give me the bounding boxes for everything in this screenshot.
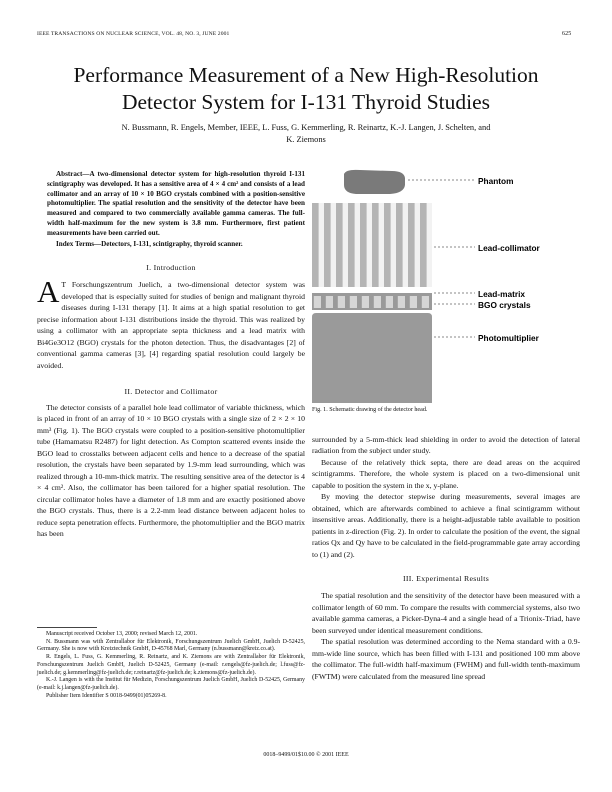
running-header: IEEE TRANSACTIONS ON NUCLEAR SCIENCE, VOL. 48, NO. 3, JUNE 2001 — [37, 31, 230, 37]
bgo-crystal-cell — [386, 296, 393, 308]
bgo-label: BGO crystals — [478, 300, 531, 310]
results-paragraph-1: The spatial resolution and the sensitivity of the detector have been measured with a collimator length of 60 mm. To compare the results with commercial systems, also two available gamma cameras, a Picker-Dyna-4 and a single head of a Trionix-Triad, have been surveyed under identical measurement conditions. — [312, 591, 580, 635]
page-number: 625 — [562, 31, 572, 37]
section-heading-detector: II. Detector and Collimator — [124, 387, 218, 396]
photomultiplier-label: Photomultiplier — [478, 333, 539, 343]
footnote-langen: K.-J. Langen is with the Institut für Medizin, Forschungszentrum Juelich GmbH, Juelich D-52425, Germany (e-mail: k.j.langen@fz-juelich.de). — [37, 677, 305, 691]
footnote-engels: R. Engels, L. Fuss, G. Kemmerling, R. Reinartz, and K. Ziemons are with Zentrallabor für Elektronik, Forschungszentrum Juelich GmbH, Juelich D-52425, Germany (e-mail: r.engels@fz-juelich.de; l.fuss@fz-juelich.de; g.kemmerling@fz-juelich.de; r.reinartz@fz-juelich.de; k.ziemons@fz-juelich.de). — [37, 654, 305, 676]
title-line-2: Detector System for I-131 Thyroid Studies — [121, 90, 491, 114]
footnote-pii: Publisher Item Identifier S 0018-9499(01)05269-8. — [46, 692, 167, 699]
detector-schematic — [312, 165, 580, 410]
authors-line-2: K. Ziemons — [286, 134, 326, 144]
collimator-label: Lead-collimator — [478, 243, 540, 253]
bgo-crystal-cell — [338, 296, 345, 308]
collimator-septum — [408, 203, 415, 287]
collimator-septum — [336, 203, 343, 287]
collimator-septum — [420, 203, 427, 287]
bgo-crystal-cell — [326, 296, 333, 308]
paper-title — [0, 62, 612, 116]
footnote-block — [37, 631, 305, 700]
collimator-septum — [384, 203, 391, 287]
collimator-septum — [324, 203, 331, 287]
lead-collimator — [312, 203, 432, 287]
introduction-body — [37, 274, 305, 371]
collimator-septum — [396, 203, 403, 287]
footnotes — [37, 627, 305, 700]
abstract-text: Abstract—A two-dimensional detector system for high-resolution thyroid I-131 scintigraphy was developed. It has a sensitive area of 4 × 4 cm² and consists of a lead collimator and an array of 10 × 10 BGO crystals combined with a position-sensitive photomultiplier. The spatial resolution and the sensitivity of the detector have been measured and compared to two commercially available gamma cameras. The full-width half-maximum for the new system is 3.8 mm. Furthermore, first patient measurements have been carried out. — [47, 170, 305, 237]
bgo-crystal-cell — [362, 296, 369, 308]
bgo-crystal-cell — [398, 296, 405, 308]
right-paragraph-3: By moving the detector stepwise during measurements, several images are obtained, which are afterwards combined to achieve a final scintigramm without insensitive areas. Additionally, there is a height-adjustable table available to position patients in z-direction (Fig. 2). In order to calculate the position of the event, the signal ratios Qx and Qy have to be calculated in the field-programmable gate array according to (1) and (2). — [312, 492, 580, 559]
bgo-crystal-cell — [410, 296, 417, 308]
lead-matrix — [312, 293, 432, 310]
phantom-shape — [344, 170, 405, 194]
detector-paragraph: The detector consists of a parallel hole lead collimator of variable thickness, which is placed in front of an array of 10 × 10 BGO crystals with a single size of 2 × 2 × 10 mm³ (Fig. 1). The BGO crystals were coupled to a position-sensitive photomultiplier tube (Hamamatsu R2487) for light detection. As Compton scattered events inside the BGO lead to crosstalks between adjacent cells and hence to a decrease of the spatial resolution, the crystals have been separated by 1.9-mm lead surrounding, which was realized through a 10-mm-thick matrix. The resulting sensitive area of the detector is 4 × 4 cm². Also, the collimator has been tailored for a higher spatial resolution. The circular collimator holes have a diameter of 1.8 mm and are exactly positioned above the BGO crystals. Thus, there is a 2.2-mm lead distance between adjacent holes to reduce septa penetration effects. Furthermore, the photomultiplier and the BGO matrix has been — [37, 403, 305, 538]
photomultiplier-body — [312, 313, 432, 403]
right-column — [312, 434, 580, 682]
copyright-footer: 0018–9499/01$10.00 © 2001 IEEE — [263, 752, 349, 758]
bgo-crystal-cell — [350, 296, 357, 308]
lead-matrix-label: Lead-matrix — [478, 289, 526, 299]
bgo-crystal-cell — [374, 296, 381, 308]
abstract — [47, 170, 305, 249]
section-heading-introduction: I. Introduction — [146, 263, 196, 273]
right-paragraph-1: surrounded by a 5-mm-thick lead shielding in order to avoid the detection of lateral radiation from the subject under study. — [312, 435, 580, 456]
detector-body — [37, 402, 305, 539]
author-list — [30, 122, 582, 145]
phantom-label: Phantom — [478, 176, 514, 186]
bgo-crystal-cell — [314, 296, 321, 308]
collimator-septum — [348, 203, 355, 287]
left-column — [37, 170, 305, 539]
collimator-septum — [360, 203, 367, 287]
title-line-1: Performance Measurement of a New High-Resolution — [73, 63, 539, 87]
results-paragraph-2: The spatial resolution was determined according to the Nema standard with a 0.9-mm-wide line source, which has been filled with I-131 and positioned 100 mm above the collimator. The full-width half-maximum (FWHM) and full-width tenth-maximum (FWTM) were calculated from the measured line spread — [312, 637, 580, 681]
right-paragraph-2: Because of the relatively thick septa, there are dead areas on the acquired scintigramms. Therefore, the whole system is placed on a two-dimensional unit capable to position the system in the x, y-plane. — [312, 457, 580, 490]
collimator-septum — [312, 203, 319, 287]
figure-caption: Fig. 1. Schematic drawing of the detector head. — [312, 407, 428, 413]
authors-line-1: N. Bussmann, R. Engels, Member, IEEE, L. Fuss, G. Kemmerling, R. Reinartz, K.-J. Langen, J. Schelten, and — [121, 123, 491, 132]
index-terms: Index Terms—Detectors, I-131, scintigraphy, thyroid scanner. — [56, 239, 243, 248]
figure-1 — [312, 165, 580, 420]
section-heading-results: III. Experimental Results — [402, 573, 490, 583]
collimator-septum — [372, 203, 379, 287]
bgo-crystal-cell — [422, 296, 429, 308]
footnote-rule — [37, 627, 97, 628]
intro-text: T Forschungszentrum Juelich, a two-dimensional detector system was developed that is especially suited for studies of benign and malignant thyroid diseases during I-131 therapy [1]. It aims at a high spatial resolution to get precise information about I-131 distributions inside the thyroid. This was realized by using a collimator with an appropriate septa thickness and a lead matrix with Bi4Ge3O12 (BGO) crystals for the photon detection. Thus, the disadvantages [2] of conventional gamma cameras [3], [4] regarding spatial resolution could largely be avoided. — [37, 280, 305, 370]
drop-cap: A — [37, 274, 60, 310]
footnote-received: Manuscript received October 13, 2000; revised March 12, 2001. — [46, 631, 198, 637]
footnote-bussmann: N. Bussmann was with Zentrallabor für Elektronik, Forschungszentrum Juelich GmbH, Juelich D-52425, Germany. She is now with Kreiztechnik GmbH, D-45768 Marl, Germany (n.bussmann@kreiz.co.at). — [37, 638, 305, 653]
